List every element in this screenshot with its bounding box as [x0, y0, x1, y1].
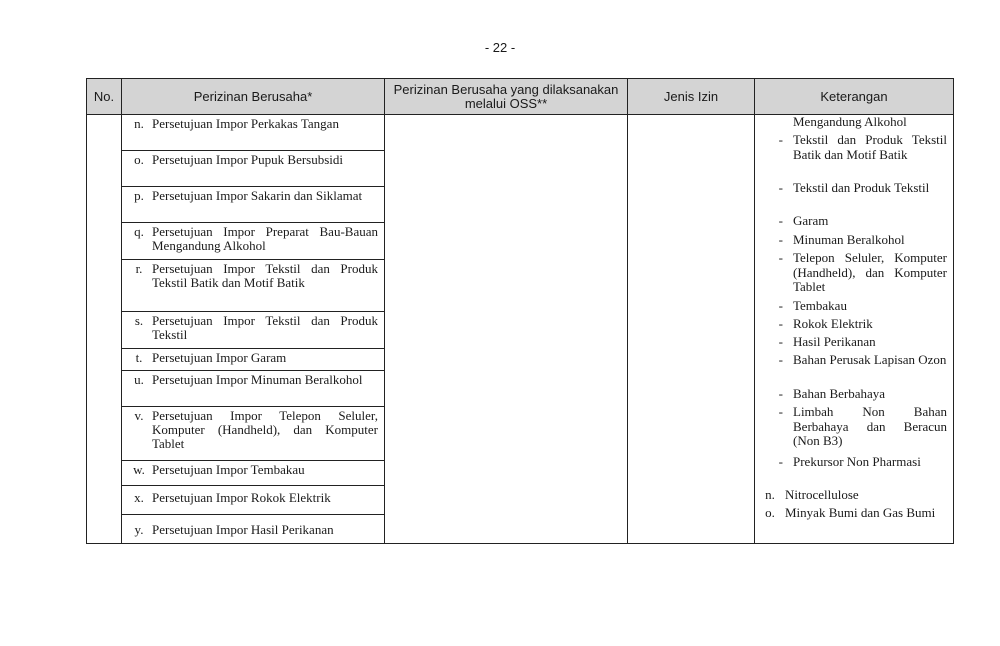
- header-keterangan: Keterangan: [755, 79, 953, 115]
- keterangan-lettered-item: o. Minyak Bumi dan Gas Bumi: [765, 505, 936, 520]
- keterangan-item: - Bahan Perusak Lapisan Ozon: [778, 352, 947, 367]
- table-row: [122, 151, 384, 187]
- row-text: Persetujuan Impor Tekstil dan Produk Tekstil: [152, 313, 378, 342]
- row-text: Persetujuan Impor Hasil Perikanan: [152, 522, 334, 537]
- header-oss: Perizinan Berusaha yang dilaksanakan melalui OSS**: [385, 79, 627, 115]
- perizinan-column: [122, 115, 384, 543]
- keterangan-item: - Telepon Seluler, Komputer (Handheld), dan Komputer Tablet: [778, 250, 947, 294]
- table-row: [122, 115, 384, 151]
- keterangan-item: - Bahan Berbahaya: [778, 386, 886, 401]
- keterangan-item: - Limbah Non Bahan Berbahaya dan Beracun (Non B3): [778, 404, 947, 448]
- table-row: [122, 312, 384, 349]
- table-row: [122, 260, 384, 312]
- keterangan-continuation: Mengandung Alkohol: [793, 114, 907, 129]
- page-number: - 22 -: [484, 40, 516, 55]
- table-row: [122, 349, 384, 371]
- header-perizinan-berusaha: Perizinan Berusaha*: [122, 79, 384, 115]
- keterangan-item: - Tekstil dan Produk Tekstil Batik dan Motif Batik: [778, 132, 947, 162]
- keterangan-lettered-item: n. Nitrocellulose: [765, 487, 859, 502]
- keterangan-item: - Minuman Beralkohol: [778, 232, 905, 247]
- row-text: Persetujuan Impor Minuman Beralkohol: [152, 372, 363, 387]
- row-letter: o.: [134, 152, 144, 167]
- row-letter: x.: [134, 490, 144, 505]
- header-jenis-izin: Jenis Izin: [628, 79, 754, 115]
- row-letter: v.: [134, 408, 144, 423]
- table-row: [122, 515, 384, 544]
- keterangan-item: - Garam: [778, 213, 829, 228]
- table-row: [122, 223, 384, 260]
- table-row: [122, 371, 384, 407]
- keterangan-item: - Tekstil dan Produk Tekstil: [778, 180, 930, 195]
- header-no: No.: [87, 79, 121, 115]
- row-text: Persetujuan Impor Pupuk Bersubsidi: [152, 152, 344, 167]
- row-letter: w.: [133, 462, 145, 477]
- row-text: Persetujuan Impor Rokok Elektrik: [152, 490, 331, 505]
- keterangan-item: - Rokok Elektrik: [778, 316, 873, 331]
- row-letter: n.: [134, 116, 144, 131]
- permit-table: [86, 78, 954, 544]
- keterangan-item: - Prekursor Non Pharmasi: [778, 454, 921, 469]
- row-letter: t.: [135, 350, 143, 365]
- row-text: Persetujuan Impor Sakarin dan Siklamat: [152, 188, 363, 203]
- column-divider: [627, 79, 628, 543]
- row-letter: r.: [135, 261, 143, 276]
- table-row: [122, 461, 384, 486]
- keterangan-item: - Hasil Perikanan: [778, 334, 876, 349]
- row-letter: y.: [134, 522, 144, 537]
- row-text: Persetujuan Impor Tekstil dan Produk Tekstil Batik dan Motif Batik: [152, 261, 378, 290]
- row-letter: u.: [134, 372, 144, 387]
- row-letter: s.: [134, 313, 144, 328]
- row-text: Persetujuan Impor Tembakau: [152, 462, 305, 477]
- row-letter: p.: [134, 188, 144, 203]
- row-text: Persetujuan Impor Garam: [152, 350, 287, 365]
- row-text: Persetujuan Impor Telepon Seluler, Komputer (Handheld), dan Komputer Tablet: [152, 408, 378, 451]
- table-row: [122, 407, 384, 461]
- row-text: Persetujuan Impor Preparat Bau-Bauan Mengandung Alkohol: [152, 224, 378, 253]
- column-divider: [384, 79, 385, 543]
- row-text: Persetujuan Impor Perkakas Tangan: [152, 116, 339, 131]
- keterangan-item: - Tembakau: [778, 298, 847, 313]
- row-letter: q.: [134, 224, 144, 239]
- table-row: [122, 486, 384, 515]
- table-row: [122, 187, 384, 223]
